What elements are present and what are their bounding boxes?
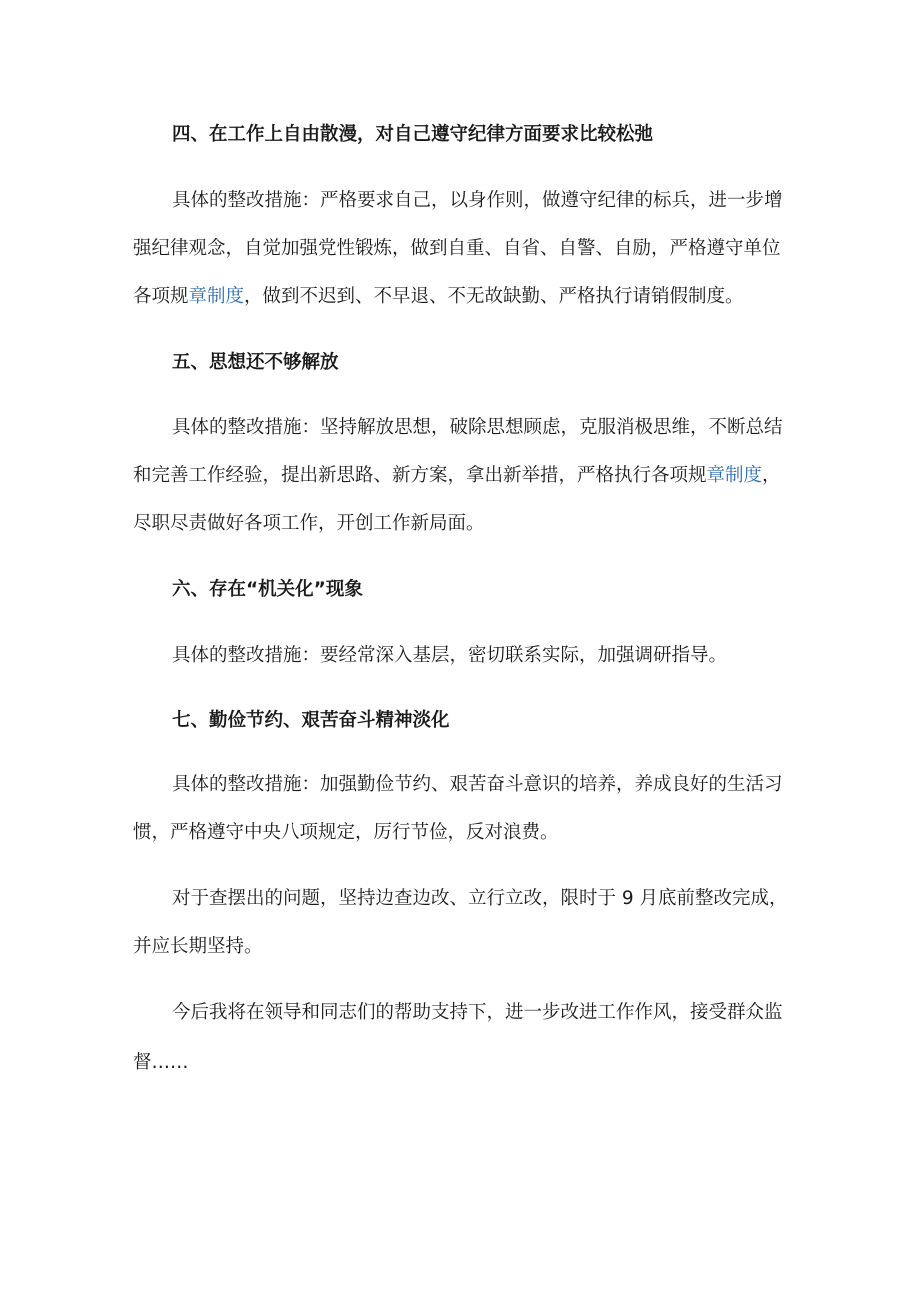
line-text: 各项规 <box>133 286 189 307</box>
section-heading-7: 七、勤俭节约、艰苦奋斗精神淡化 <box>172 710 450 731</box>
paragraph-line: 尽职尽责做好各项工作，开创工作新局面。 <box>133 513 485 534</box>
paragraph-line: 强纪律观念，自觉加强党性锻炼，做到自重、自省、自警、自励，严格遵守单位 <box>133 238 781 259</box>
paragraph-line: 督…… <box>133 1052 189 1073</box>
paragraph-line: 惯，严格遵守中央八项规定，厉行节俭，反对浪费。 <box>133 822 559 843</box>
paragraph-line <box>133 284 744 310</box>
paragraph-line: 并应长期坚持。 <box>133 936 263 957</box>
paragraph-line: 具体的整改措施：严格要求自己，以身作则，做遵守纪律的标兵，进一步增 <box>172 190 783 211</box>
section-heading-5: 五、思想还不够解放 <box>172 352 339 373</box>
paragraph-line: 具体的整改措施：加强勤俭节约、艰苦奋斗意识的培养，养成良好的生活习 <box>172 774 783 795</box>
paragraph-line: 具体的整改措施：坚持解放思想，破除思想顾虑，克服消极思维，不断总结 <box>172 417 783 438</box>
paragraph-line: 今后我将在领导和同志们的帮助支持下，进一步改进工作作风，接受群众监 <box>172 1002 783 1023</box>
paragraph-line: 具体的整改措施：要经常深入基层，密切联系实际，加强调研指导。 <box>172 645 728 666</box>
paragraph-line <box>133 463 781 489</box>
section-heading-6: 六、存在“机关化”现象 <box>172 579 363 600</box>
rules-link[interactable]: 章制度 <box>188 286 245 307</box>
line-text: ，做到不迟到、不早退、不无故缺勤、严格执行请销假制度。 <box>244 286 744 307</box>
rules-link[interactable]: 章制度 <box>706 465 763 486</box>
section-heading-4: 四、在工作上自由散漫，对自己遵守纪律方面要求比较松弛 <box>172 124 654 145</box>
paragraph-line: 对于查摆出的问题，坚持边查边改、立行立改，限时于 9 月底前整改完成， <box>172 888 788 909</box>
line-text: ， <box>762 465 781 486</box>
line-text: 和完善工作经验，提出新思路、新方案，拿出新举措，严格执行各项规 <box>133 465 707 486</box>
